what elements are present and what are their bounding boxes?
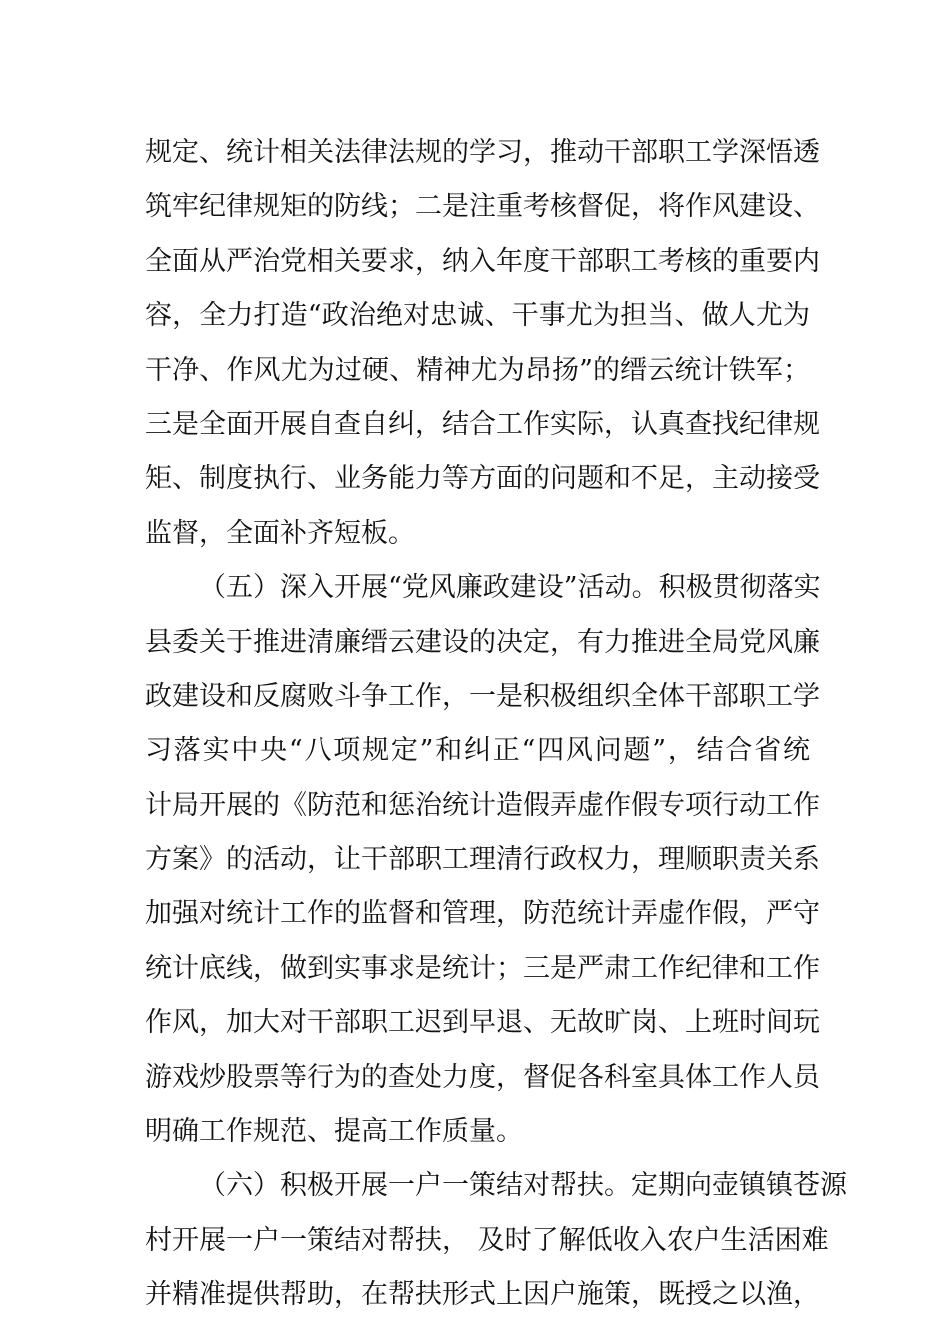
body-text: [145, 126, 847, 1323]
text-line: 方案》的活动，让干部职工理清行政权力，理顺职责关系: [145, 844, 820, 876]
text-line: 县委关于推进清廉缙云建设的决定，有力推进全局党风廉: [145, 626, 820, 658]
text-line: 加强对统计工作的监督和管理，防范统计弄虚作假，严守: [145, 898, 820, 930]
text-line: 矩、制度执行、业务能力等方面的问题和不足，主动接受: [145, 463, 820, 495]
text-line: 统计底线，做到实事求是统计；三是严肃工作纪律和工作: [145, 952, 820, 984]
text-line: 明确工作规范、提高工作质量。: [145, 1116, 523, 1148]
text-line: 三是全面开展自查自纠，结合工作实际，认真查找纪律规: [145, 408, 820, 440]
section-heading-line: （六）积极开展一户一策结对帮扶。定期向壶镇镇苍源: [199, 1170, 847, 1202]
text-line: 筑牢纪律规矩的防线；二是注重考核督促，将作风建设、: [145, 191, 820, 223]
text-line: 作风，加大对干部职工迟到早退、无故旷岗、上班时间玩: [145, 1007, 820, 1039]
text-line: 村开展一户一策结对帮扶， 及时了解低收入农户生活困难: [145, 1224, 829, 1256]
text-line: 规定、统计相关法律法规的学习，推动干部职工学深悟透: [145, 137, 820, 168]
text-line: 监督，全面补齐短板。: [145, 517, 415, 549]
section-heading-line: （五）深入开展“党风廉政建设”活动。积极贯彻落实: [199, 572, 821, 604]
text-line: 全面从严治党相关要求，纳入年度干部职工考核的重要内: [145, 245, 820, 277]
text-line: 习落实中央“八项规定”和纠正“四风问题”，结合省统: [145, 735, 810, 767]
text-line: 游戏炒股票等行为的查处力度，督促各科室具体工作人员: [145, 1061, 820, 1093]
text-line: 政建设和反腐败斗争工作，一是积极组织全体干部职工学: [145, 680, 820, 712]
text-line: 并精准提供帮助，在帮扶形式上因户施策，既授之以渔，: [145, 1279, 820, 1311]
text-line: 干净、作风尤为过硬、精神尤为昂扬”的缙云统计铁军；: [145, 354, 810, 386]
text-line: 容，全力打造“政治绝对忠诚、干事尤为担当、做人尤为: [145, 300, 810, 332]
text-line: 计局开展的《防范和惩治统计造假弄虚作假专项行动工作: [145, 789, 820, 821]
